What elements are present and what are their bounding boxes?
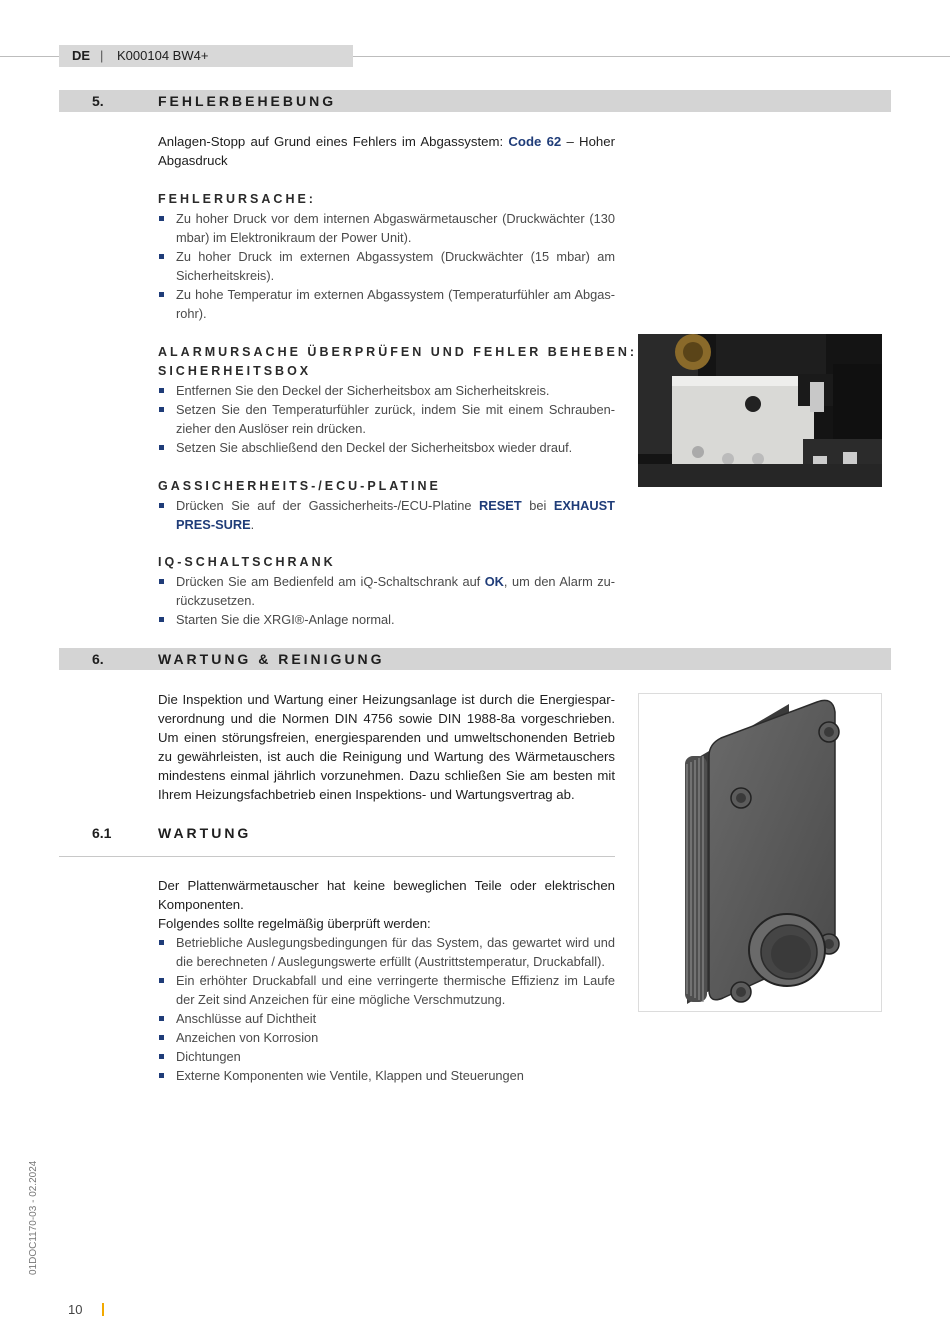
bullet-icon	[159, 388, 164, 393]
cause-heading: FEHLERURSACHE:	[158, 192, 316, 206]
safety-box-heading: SICHERHEITSBOX	[158, 364, 312, 378]
gas-board-heading: GASSICHERHEITS-/ECU-PLATINE	[158, 479, 441, 493]
error-code: Code 62	[508, 134, 562, 149]
list-item: Setzen Sie abschließend den Deckel der Sicherheitsbox wieder drauf.	[158, 438, 615, 457]
bullet-icon	[159, 579, 164, 584]
ok-keyword: OK	[484, 574, 504, 589]
bullet-icon	[159, 1054, 164, 1059]
list-item: Externe Komponenten wie Ventile, Klappen und Steuerungen	[158, 1066, 615, 1085]
list-item: Zu hoher Druck im externen Abgassystem (Druckwächter (15 mbar) am Sicherheitskreis).	[158, 247, 615, 285]
heat-exchanger-intro: Der Plattenwärmetauscher hat keine beweglichen Teile oder elektrischen Komponenten.	[158, 878, 615, 912]
product-code: K000104 BW4+	[117, 48, 209, 63]
bullet-icon	[159, 617, 164, 622]
check-heading: ALARMURSACHE ÜBERPRÜFEN UND FEHLER BEHEBEN:	[158, 345, 638, 359]
bullet-icon	[159, 1035, 164, 1040]
section-5-header	[59, 90, 891, 112]
error-intro: Anlagen-Stopp auf Grund eines Fehlers im Abgassystem: Code 62 – Hoher Abgasdruck	[158, 134, 615, 168]
check-list	[158, 933, 615, 1085]
safety-box-steps	[158, 381, 615, 457]
bullet-icon	[159, 292, 164, 297]
section-title: FEHLERBEHEBUNG	[158, 93, 337, 109]
list-item: Betriebliche Auslegungsbedingungen für das System, das gewartet wird und die berechneten / Auslegungswerte erfüllt (Austrittstemperatur, Druckabfall).	[158, 933, 615, 971]
safety-box-photo	[638, 334, 882, 487]
bullet-icon	[159, 216, 164, 221]
list-item: Anschlüsse auf Dichtheit	[158, 1009, 615, 1028]
section-title: WARTUNG & REINIGUNG	[158, 651, 385, 667]
page-marker	[102, 1303, 104, 1316]
exhaust-pressure-keyword: EXHAUST PRES-SURE	[176, 498, 615, 532]
bullet-icon	[159, 503, 164, 508]
bullet-icon	[159, 445, 164, 450]
subsection-title: WARTUNG	[158, 825, 252, 841]
list-item: Setzen Sie den Temperaturfühler zurück, indem Sie mit einem Schrauben-zieher den Auslöser rein drücken.	[158, 400, 615, 438]
section-number: 5.	[92, 93, 104, 109]
check-intro: Folgendes sollte regelmäßig überprüft werden:	[158, 916, 431, 931]
maintenance-intro: Die Inspektion und Wartung einer Heizungsanlage ist durch die Energiespar-verordnung und die Normen DIN 4756 sowie DIN 1988-8a vorgeschrieben. Um einen störungsfreien, energiesparenden und umweltschonenden Betrieb zu gewährleisten, ist auch die Reinigung und Wartung des Wärmetauschers mindestens einmal jährlich vorzunehmen. Dazu schließen Sie am besten mit Ihrem Heizungsfachbetrieb einen Inspektions- und Wartungsvertrag ab.	[158, 692, 615, 802]
list-item: Entfernen Sie den Deckel der Sicherheitsbox am Sicherheitskreis.	[158, 381, 615, 400]
iq-steps	[158, 572, 615, 629]
bullet-icon	[159, 1073, 164, 1078]
bullet-icon	[159, 1016, 164, 1021]
gas-board-steps	[158, 496, 615, 534]
list-item: Starten Sie die XRGI®-Anlage normal.	[158, 610, 615, 629]
reset-keyword: RESET	[479, 498, 522, 513]
bullet-icon	[159, 407, 164, 412]
page-number: 10	[68, 1302, 83, 1317]
subsection-number: 6.1	[92, 825, 112, 841]
document-tag	[59, 45, 353, 67]
list-item: Zu hoher Druck vor dem internen Abgaswärmetauscher (Druckwächter (130 mbar) im Elektronikraum der Power Unit).	[158, 209, 615, 247]
list-item: Ein erhöhter Druckabfall und eine verringerte thermische Effizienz im Laufe der Zeit sind Anzeichen für eine mögliche Verschmutzung.	[158, 971, 615, 1009]
cause-list	[158, 209, 615, 323]
iq-heading: IQ-SCHALTSCHRANK	[158, 555, 336, 569]
list-item: Drücken Sie auf der Gassicherheits-/ECU-Platine RESET bei EXHAUST PRES-SURE.	[158, 496, 615, 534]
bullet-icon	[159, 978, 164, 983]
bullet-icon	[159, 254, 164, 259]
subsection-rule	[59, 856, 615, 857]
plate-heat-exchanger-image	[638, 693, 882, 1012]
list-item: Dichtungen	[158, 1047, 615, 1066]
document-code: 01DOC1170-03 - 02.2024	[28, 1160, 39, 1275]
section-number: 6.	[92, 651, 104, 667]
list-item: Anzeichen von Korrosion	[158, 1028, 615, 1047]
list-item: Drücken Sie am Bedienfeld am iQ-Schaltschrank auf OK, um den Alarm zu-rückzusetzen.	[158, 572, 615, 610]
section-6-header	[59, 648, 891, 670]
bullet-icon	[159, 940, 164, 945]
header-separator: |	[100, 48, 104, 63]
language-code: DE	[72, 48, 91, 63]
list-item: Zu hohe Temperatur im externen Abgassystem (Temperaturfühler am Abgas-rohr).	[158, 285, 615, 323]
